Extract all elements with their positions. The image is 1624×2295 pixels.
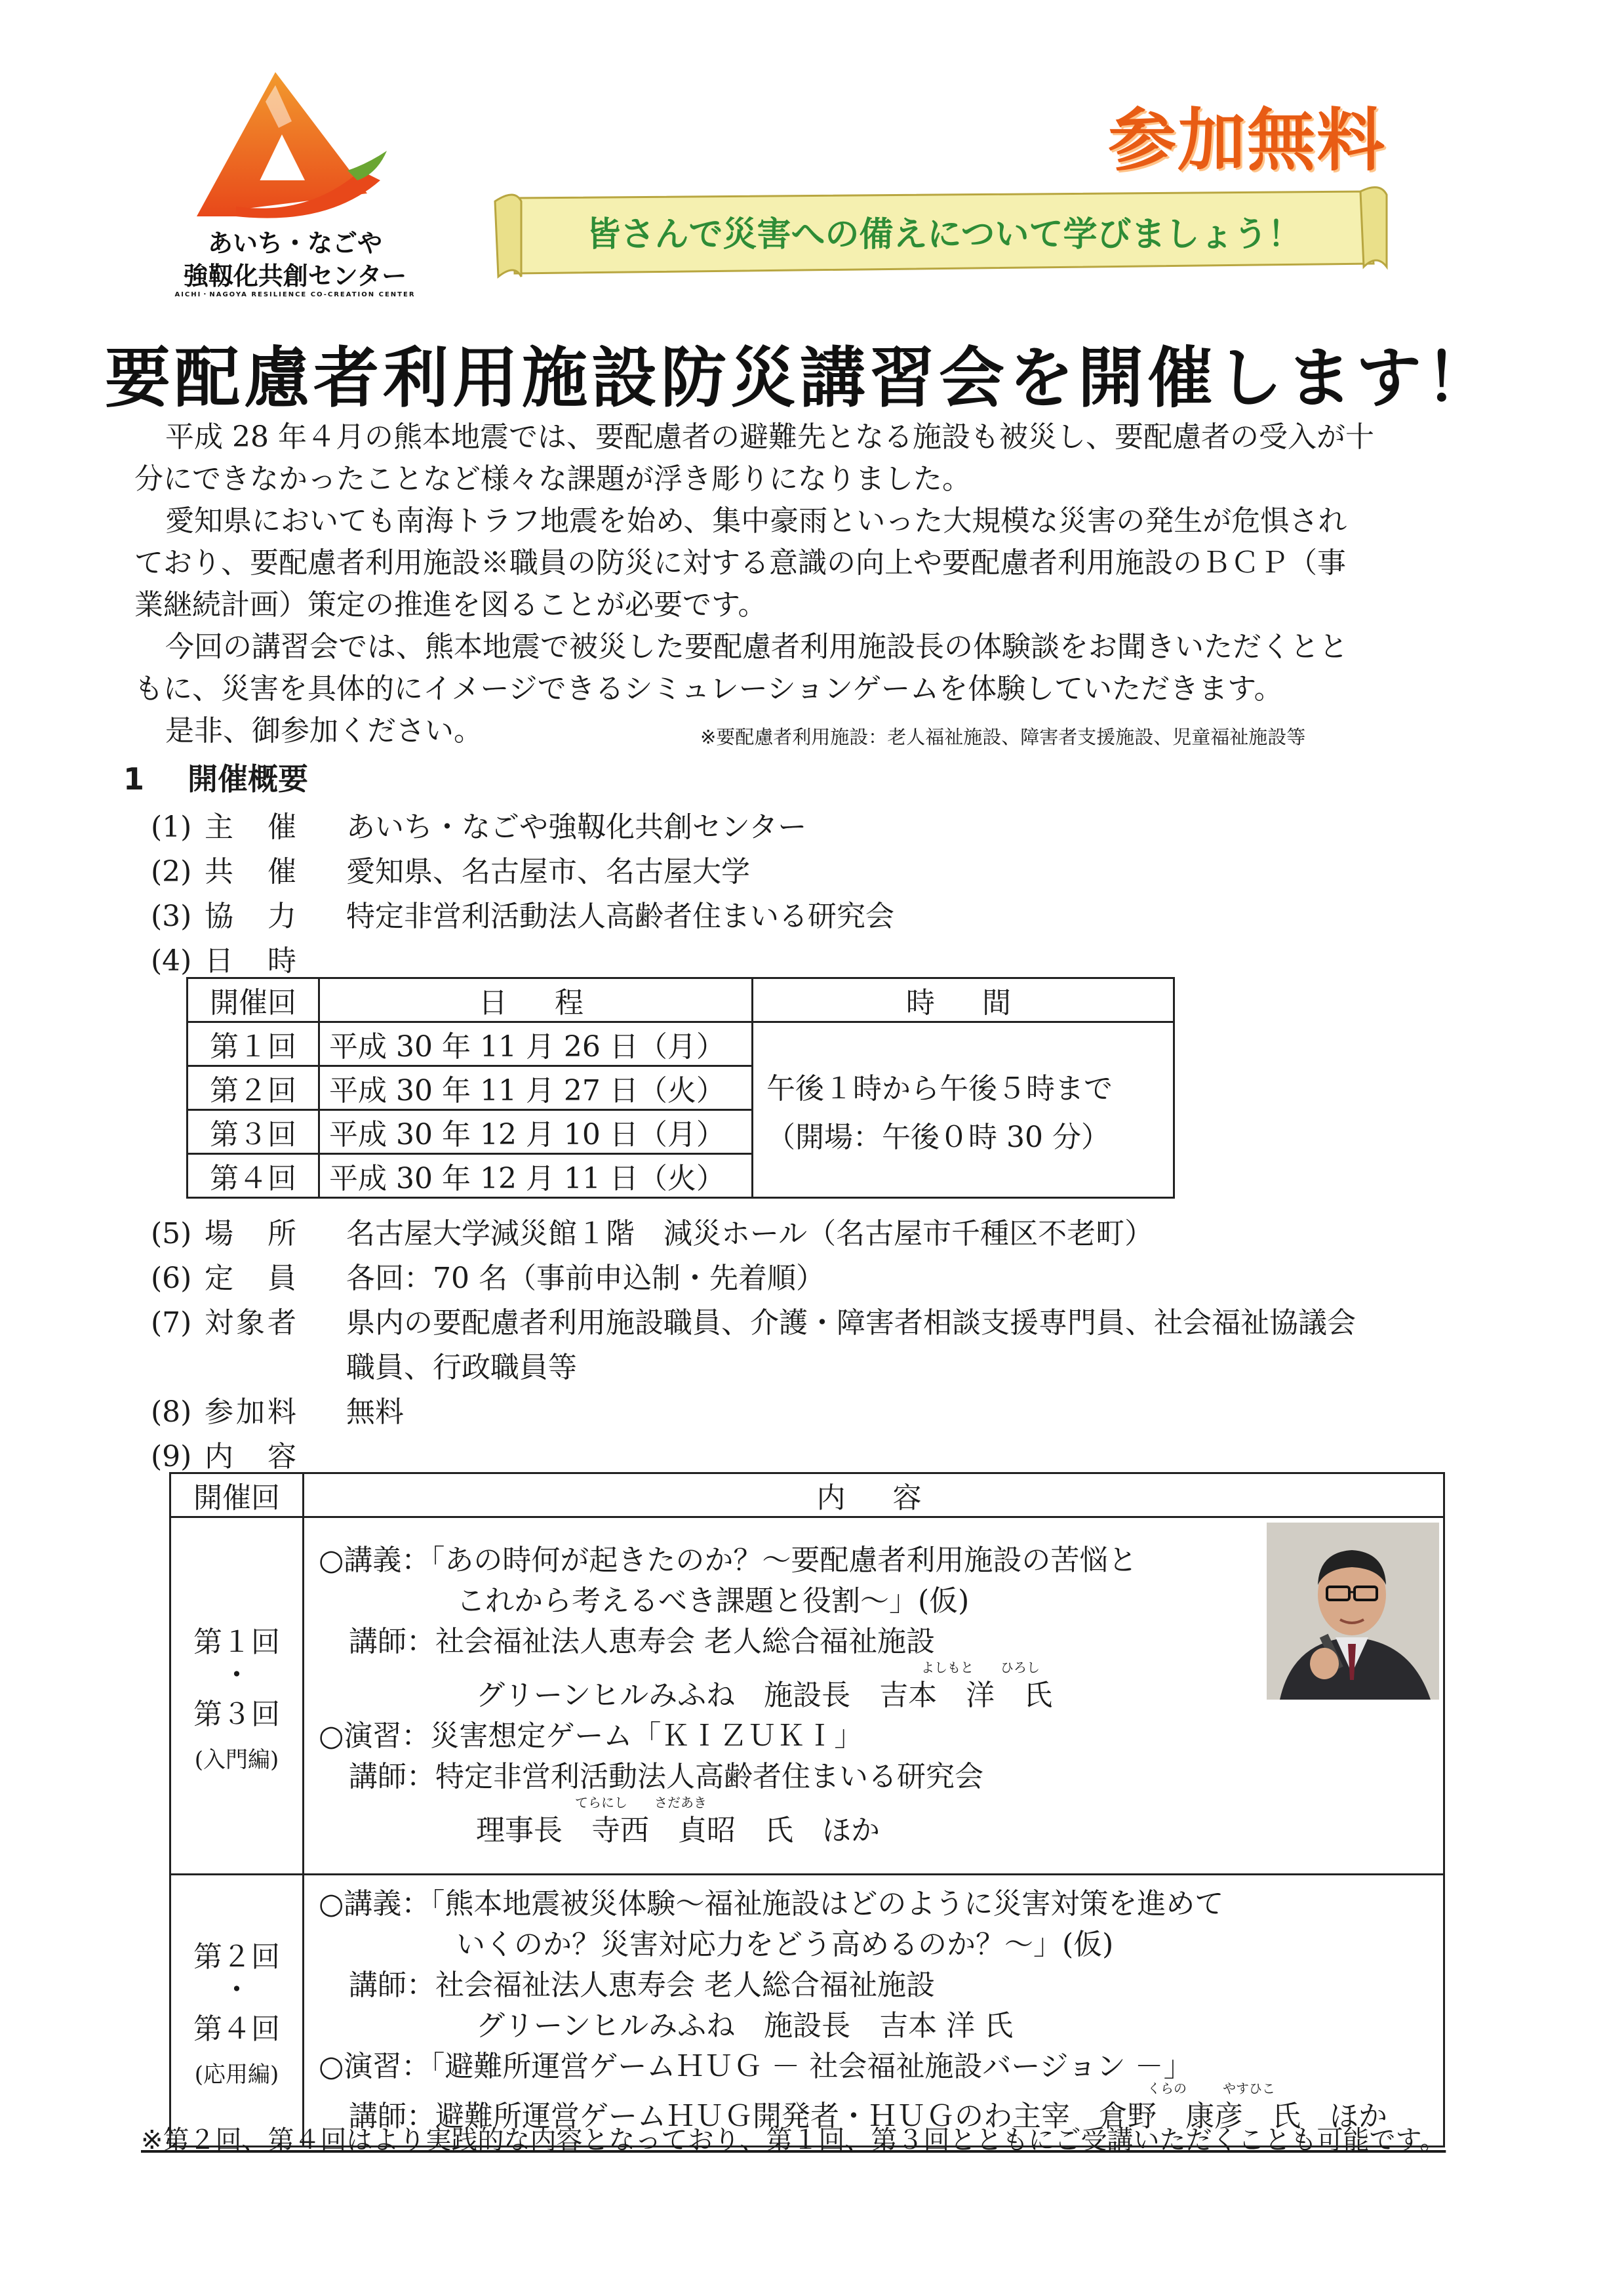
- schedule-header-row: [188, 978, 1174, 1022]
- table-row: 第３回 平成 30 年 12 月 10 日（月）: [188, 1110, 1174, 1154]
- intro-p2-line3: 業継続計画）策定の推進を図ることが必要です。: [134, 588, 767, 622]
- time-cell: [753, 1022, 1174, 1198]
- contents-row-advanced: [170, 1875, 1444, 2147]
- banner-text: 皆さんで災害への備えについて学びましょう！: [586, 215, 1302, 254]
- intro-p1-line2: 分にできなかったことなど様々な課題が浮き彫りになりました。: [134, 462, 971, 496]
- intro-p3-line1: 今回の講習会では、熊本地震で被災した要配慮者利用施設長の体験談をお聞きいただくとと: [165, 630, 1348, 664]
- contents-header-row: [170, 1473, 1444, 1517]
- page-title: 要配慮者利用施設防災講習会を開催します！: [105, 340, 1495, 416]
- item-cooperation: (3) 協 力 特定非営利活動法人高齢者住まいる研究会: [151, 900, 894, 933]
- ruby-yasuhiko: やすひこ: [1223, 2081, 1275, 2096]
- table-row: 第４回 平成 30 年 12 月 11 日（火）: [188, 1154, 1174, 1198]
- intro-p2-line1: 愛知県においても南海トラフ地震を始め、集中豪雨といった大規模な災害の発生が危惧され: [165, 504, 1347, 538]
- contents-row-basic: [170, 1517, 1444, 1875]
- table-row: 第１回 平成 30 年 11 月 26 日（月） 午後１時から午後５時まで （開場：午後０時 30 分）: [188, 1022, 1174, 1066]
- intro-p3-line2: もに、災害を具体的にイメージできるシミュレーションゲームを体験していただきます。: [134, 672, 1283, 706]
- round-cell-advanced: 第２回 ・ 第４回 (応用編): [170, 1875, 304, 2147]
- table-row: 第２回 平成 30 年 11 月 27 日（火）: [188, 1066, 1174, 1110]
- contents-cell-basic: ○講義：「あの時何が起きたのか？～要配慮者利用施設の苦悩と これから考えるべき課題と役割～」(仮) 講師：社会福祉法人恵寿会 老人総合福祉施設 グリーンヒルみふね 施設長 吉本 洋 氏 よしもと ひろし ○演習：災害想定ゲーム「ＫＩＺＵＫＩ」 講師：特定非営利活動法人高齢者住まいる研究会 理事長 寺西 貞昭 氏 ほか てらにし さだあき: [304, 1517, 1444, 1875]
- intro-p4: 是非、御参加ください。: [165, 714, 483, 748]
- contents-cell-advanced: ○講義：「熊本地震被災体験～福祉施設はどのように災害対策を進めて いくのか？災害対応力をどう高めるのか？～」(仮) 講師：社会福祉法人恵寿会 老人総合福祉施設 グリーンヒルみふね 施設長 吉本 洋 氏 ○演習：「避難所運営ゲームＨＵＧ － 社会福祉施設バージョン －」 講師：避難所運営ゲームＨＵＧ開発者・ＨＵＧのわ主宰 倉野 康彦 氏 ほか くらの やすひこ: [304, 1875, 1444, 2147]
- schedule-table: [186, 977, 1175, 1199]
- ruby-kurano: くらの: [1147, 2081, 1187, 2096]
- item-organizer: (1) 主 催 あいち・なごや強靱化共創センター: [151, 810, 807, 844]
- section-heading-text: 開催概要: [188, 761, 309, 797]
- round-cell-basic: 第１回 ・ 第３回 (入門編): [170, 1517, 304, 1875]
- ruby-yoshimoto: よしもと: [921, 1660, 974, 1675]
- col-time: 時 間: [753, 978, 1174, 1022]
- item-fee: (8) 参加料 無料: [151, 1395, 404, 1429]
- item-target: (7) 対象者 県内の要配慮者利用施設職員、介護・障害者相談支援専門員、社会福祉協議会: [151, 1306, 1356, 1340]
- section-heading: [123, 755, 308, 799]
- item-target-line2: 職員、行政職員等: [346, 1351, 577, 1384]
- time-line2: （開場：午後０時 30 分）: [766, 1120, 1110, 1154]
- col-round: 開催回: [170, 1473, 304, 1517]
- ruby-teranishi: てらにし: [575, 1795, 627, 1810]
- item-venue: (5) 場 所 名古屋大学減災館１階 減災ホール（名古屋市千種区不老町）: [151, 1217, 1154, 1250]
- ruby-hiroshi: ひろし: [1000, 1660, 1040, 1675]
- ruby-sadaaki: さだあき: [654, 1795, 707, 1810]
- item-datetime: (4) 日 時: [151, 944, 296, 978]
- level-basic: (入門編): [194, 1746, 279, 1773]
- contents-table: [169, 1472, 1445, 2147]
- logo-text-english: AICHI・NAGOYA RESILIENCE CO-CREATION CENTER: [174, 291, 416, 298]
- item-contents: (9) 内 容: [151, 1440, 296, 1473]
- free-admission-badge: 参加無料: [1108, 100, 1387, 180]
- col-date: 日 程: [319, 978, 753, 1022]
- time-line1: 午後１時から午後５時まで: [766, 1071, 1113, 1106]
- level-advanced: (応用編): [194, 2061, 279, 2088]
- item-capacity: (6) 定 員 各回：70 名（事前申込制・先着順）: [151, 1262, 825, 1295]
- logo-text-line2: 強靱化共創センター: [183, 262, 407, 290]
- intro-p1-line1: 平成 28 年４月の熊本地震では、要配慮者の避難先となる施設も被災し、要配慮者の受入が十: [165, 420, 1374, 454]
- item-cosponsor: (2) 共 催 愛知県、名古屋市、名古屋大学: [151, 855, 750, 888]
- speaker-photo: [1267, 1523, 1439, 1700]
- logo-mark: [197, 72, 393, 223]
- intro-p2-line2: ており、要配慮者利用施設※職員の防災に対する意識の向上や要配慮者利用施設のＢＣＰ（事: [134, 546, 1346, 580]
- col-contents: 内 容: [304, 1473, 1444, 1517]
- col-round: 開催回: [188, 978, 319, 1022]
- section-number: 1: [123, 761, 145, 797]
- footnote: ※第２回、第４回はより実践的な内容となっており、第１回、第３回とともにご受講いただくことも可能です。: [141, 2125, 1446, 2155]
- logo-text-line1: あいち・なごや: [207, 229, 382, 258]
- intro-footnote: ※要配慮者利用施設：老人福祉施設、障害者支援施設、児童福祉施設等: [700, 726, 1306, 748]
